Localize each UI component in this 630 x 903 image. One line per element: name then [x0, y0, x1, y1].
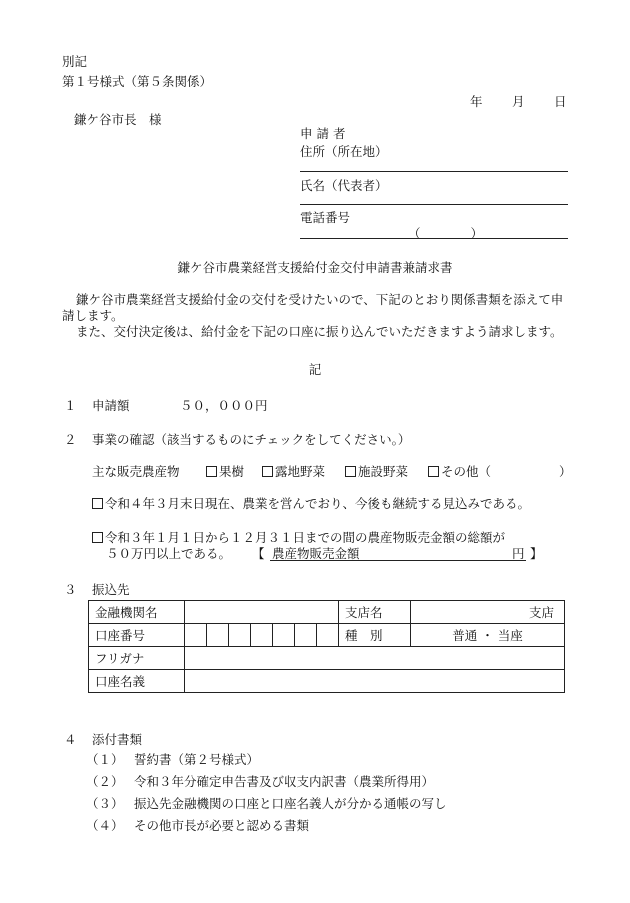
crops-label: 主な販売農産物 [92, 464, 180, 479]
addressee: 鎌ケ谷市長 様 [74, 112, 162, 127]
sales-unit: 円 [512, 546, 525, 561]
attachment-number: （２） [86, 774, 124, 789]
attachment-text: 振込先金融機関の口座と口座名義人が分かる通帳の写し [134, 796, 447, 811]
phone-label: 電話番号 [300, 210, 351, 225]
furigana-field[interactable] [185, 647, 565, 670]
check-sales-threshold[interactable]: 令和３年１月１日から１２月３１日までの間の農産物販売金額の総額が [92, 528, 505, 546]
account-holder-field[interactable] [185, 670, 565, 693]
ki-heading: 記 [308, 362, 322, 377]
phone-field[interactable] [300, 238, 568, 239]
checkbox-icon[interactable] [428, 466, 439, 477]
bank-name-label: 金融機関名 [89, 601, 185, 624]
applicant-heading: 申 請 者 [300, 126, 346, 141]
checkbox-icon[interactable] [92, 532, 103, 543]
crop-option-open-field[interactable]: 露地野菜 [262, 462, 325, 480]
account-number-label: 口座番号 [89, 624, 185, 647]
branch-field[interactable]: 支店 [411, 601, 565, 624]
intro-paragraph-1: 鎌ケ谷市農業経営支援給付金の交付を受けたいので、下記のとおり関係書類を添えて申請します。 [62, 292, 564, 323]
item2-number: ２ [64, 432, 77, 447]
bank-name-field[interactable] [185, 601, 339, 624]
item3-label: 振込先 [92, 582, 130, 597]
attachment-number: （１） [86, 752, 124, 767]
account-digit-cell[interactable] [295, 624, 317, 647]
form-number: 第１号様式（第５条関係） [62, 74, 213, 89]
checkbox-icon[interactable] [262, 466, 273, 477]
account-holder-label: 口座名義 [89, 670, 185, 693]
name-field[interactable] [300, 204, 568, 205]
account-digit-cell[interactable] [185, 624, 207, 647]
crop-option-other[interactable]: その他（ [428, 462, 491, 480]
check-sales-threshold-line2: ５０万円以上である。 [106, 546, 232, 561]
date-year: 年 [470, 94, 483, 109]
date-month: 月 [512, 94, 525, 109]
attachment-text: 令和３年分確定申告書及び収支内訳書（農業所得用） [134, 774, 435, 789]
account-digit-cell[interactable] [317, 624, 339, 647]
table-row [89, 670, 565, 693]
crop-option-fruit[interactable]: 果樹 [206, 462, 244, 480]
address-label: 住所（所在地） [300, 144, 388, 159]
check-continuing-farm[interactable]: 令和４年３月末日現在、農業を営んでおり、今後も継続する見込みである。 [92, 494, 530, 512]
crop-option-greenhouse[interactable]: 施設野菜 [345, 462, 408, 480]
checkbox-icon[interactable] [345, 466, 356, 477]
sales-bracket-close: 】 [530, 546, 543, 561]
attachment-number: （３） [86, 796, 124, 811]
account-type-label: 種 別 [339, 624, 411, 647]
account-type-field[interactable]: 普通 ・ 当座 [411, 624, 565, 647]
table-row [89, 601, 565, 624]
account-digit-cell[interactable] [229, 624, 251, 647]
sales-amount-field[interactable] [270, 560, 526, 561]
item1-label: 申請額 [92, 398, 130, 413]
crop-other-close: ） [559, 464, 572, 479]
sales-label: 農産物販売金額 [272, 546, 360, 561]
item3-number: ３ [64, 582, 77, 597]
account-digit-cell[interactable] [207, 624, 229, 647]
annex-label: 別記 [62, 54, 88, 69]
item4-label: 添付書類 [92, 732, 143, 747]
sales-bracket-open: 【 [252, 546, 265, 561]
attachment-text: その他市長が必要と認める書類 [134, 818, 310, 833]
date-day: 日 [554, 94, 567, 109]
phone-parens: （ ） [408, 226, 484, 241]
item1-number: １ [64, 398, 77, 413]
intro-paragraph-2: また、交付決定後は、給付金を下記の口座に振り込んでいただきますよう請求します。 [76, 324, 563, 339]
document-title: 鎌ケ谷市農業経営支援給付金交付申請書兼請求書 [177, 260, 453, 275]
item4-number: ４ [64, 732, 77, 747]
table-row [89, 647, 565, 670]
branch-label: 支店名 [339, 601, 411, 624]
bank-account-table [88, 600, 565, 693]
item2-label: 事業の確認（該当するものにチェックをしてください。） [92, 432, 411, 447]
address-field[interactable] [300, 171, 568, 172]
name-label: 氏名（代表者） [300, 178, 388, 193]
checkbox-icon[interactable] [92, 498, 103, 509]
item1-amount: ５０，０００円 [180, 398, 268, 413]
attachment-text: 誓約書（第２号様式） [134, 752, 260, 767]
attachment-number: （４） [86, 818, 124, 833]
account-digit-cell[interactable] [273, 624, 295, 647]
checkbox-icon[interactable] [206, 466, 217, 477]
furigana-label: フリガナ [89, 647, 185, 670]
account-digit-cell[interactable] [251, 624, 273, 647]
table-row [89, 624, 565, 647]
